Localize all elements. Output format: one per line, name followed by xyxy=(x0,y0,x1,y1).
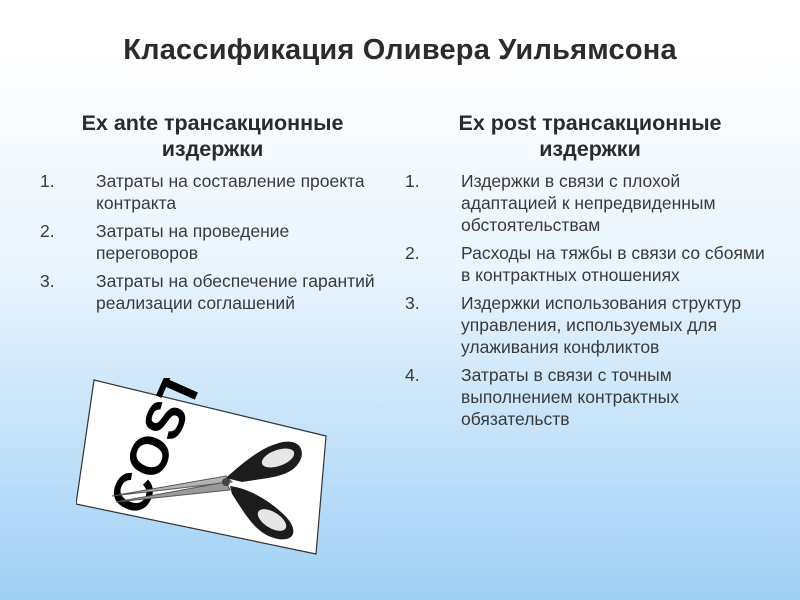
cost-illustration xyxy=(76,378,334,556)
list-item-text: Издержки использования структур управления, используемых для улаживания конфликтов xyxy=(461,293,742,357)
ex-ante-heading-line2: издержки xyxy=(161,137,264,161)
list-item-number: 4. xyxy=(405,365,420,385)
list-item-number: 1. xyxy=(405,171,420,191)
list-item-text: Затраты в связи с точным выполнением контрактных обязательств xyxy=(461,365,679,429)
list-item-number: 2. xyxy=(405,243,420,263)
list-item-text: Затраты на проведение переговоров xyxy=(96,221,290,263)
list-item-text: Расходы на тяжбы в связи со сбоями в контрактных отношениях xyxy=(461,243,765,285)
list-item-text: Затраты на составление проекта контракта xyxy=(96,171,365,213)
list-item-number: 2. xyxy=(40,221,55,241)
ex-post-list xyxy=(405,170,775,430)
ex-post-column xyxy=(405,110,775,436)
list-item-text: Затраты на обеспечение гарантий реализации соглашений xyxy=(96,271,375,313)
list-item xyxy=(40,170,385,214)
ex-post-heading xyxy=(405,110,775,162)
list-item-text: Издержки в связи с плохой адаптацией к непредвиденным обстоятельствам xyxy=(461,171,716,235)
list-item xyxy=(405,364,775,430)
list-item xyxy=(40,220,385,264)
ex-ante-column xyxy=(40,110,385,320)
list-item xyxy=(405,242,775,286)
list-item-number: 3. xyxy=(405,293,420,313)
list-item-number: 3. xyxy=(40,271,55,291)
list-item-number: 1. xyxy=(40,171,55,191)
list-item xyxy=(405,170,775,236)
ex-ante-list xyxy=(40,170,385,314)
page-title: Классификация Оливера Уильямсона xyxy=(123,34,677,66)
ex-ante-heading-line1: Ex ante трансакционные xyxy=(81,111,344,135)
ex-ante-heading xyxy=(40,110,385,162)
ex-post-heading-line1: Ex post трансакционные xyxy=(458,111,722,135)
list-item xyxy=(405,292,775,358)
cost-word: COST xyxy=(98,378,214,523)
ex-post-heading-line2: издержки xyxy=(539,137,641,161)
cost-card-graphic xyxy=(76,378,334,556)
list-item xyxy=(40,270,385,314)
